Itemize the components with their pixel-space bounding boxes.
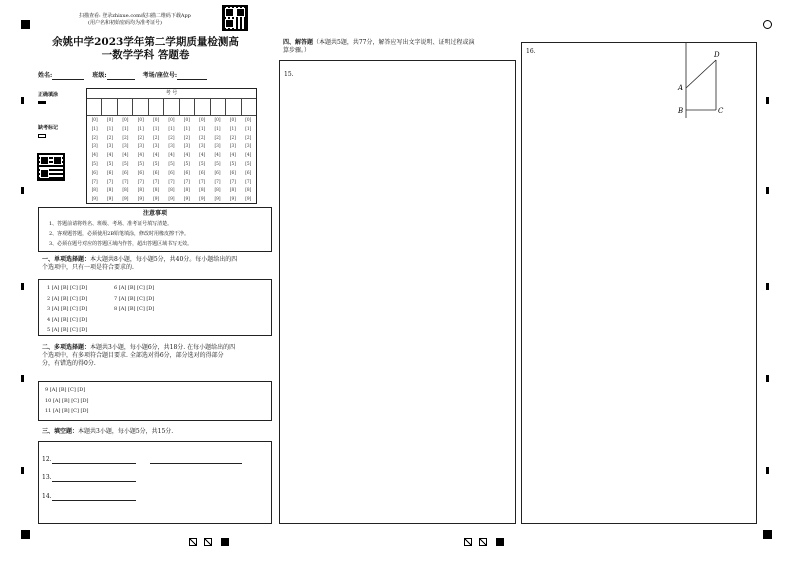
exam-id-digit[interactable]: [5] (137, 161, 144, 167)
figure-label-C: C (718, 107, 724, 115)
timing-mark (766, 187, 769, 194)
exam-id-digit[interactable]: [0] (91, 118, 98, 123)
exam-id-digit[interactable]: [0] (183, 118, 190, 123)
exam-id-digit[interactable]: [7] (122, 179, 129, 185)
corner-mark-top-left (21, 20, 30, 29)
exam-id-digit[interactable]: [0] (106, 118, 114, 123)
q13-answer-line[interactable] (52, 473, 136, 482)
section4-desc1: （本题共5题，共77分，解答应写出文字说明、证明过程或演 (313, 39, 475, 46)
exam-id-digit[interactable]: [2] (106, 135, 114, 141)
exam-id-digit[interactable]: [3] (91, 144, 98, 150)
exam-id-column[interactable] (133, 117, 148, 205)
exam-id-digit[interactable]: [1] (183, 126, 190, 132)
title-line-2: 一数学学科 答题卷 (101, 49, 190, 61)
q12-answer-line-2[interactable] (150, 455, 242, 464)
figure-label-A: A (678, 84, 684, 92)
exam-id-digit[interactable]: [2] (245, 135, 252, 141)
exam-id-digit[interactable]: [7] (153, 179, 160, 185)
exam-id-column[interactable] (210, 117, 225, 205)
exam-id-digit[interactable]: [0] (153, 118, 160, 123)
exam-id-digit[interactable]: [3] (153, 144, 160, 150)
absent-mark-label: 缺考标记 (38, 125, 59, 131)
exam-id-digit[interactable]: [5] (199, 161, 206, 167)
exam-id-digit[interactable]: [9] (229, 197, 236, 203)
exam-id-digit[interactable]: [9] (122, 197, 129, 203)
page-marks-left (189, 531, 229, 550)
exam-id-digit[interactable]: [6] (122, 170, 129, 176)
exam-id-digit[interactable]: [8] (199, 188, 206, 194)
timing-mark (766, 283, 769, 290)
section3-answer-box (38, 441, 272, 524)
exam-id-digit[interactable]: [4] (183, 153, 190, 159)
exam-id-digit[interactable]: [7] (91, 179, 98, 185)
section1-desc2: 个选项中，只有一项是符合要求的. (42, 264, 134, 271)
class-field[interactable] (107, 71, 135, 80)
exam-id-digit[interactable]: [0] (122, 118, 129, 123)
exam-id-digit[interactable]: [1] (199, 126, 206, 132)
q14-answer-line[interactable] (52, 492, 136, 501)
exam-id-digit[interactable]: [5] (91, 161, 98, 167)
section3-desc: 本题共3小题，每小题5分，共15分. (78, 428, 174, 435)
exam-id-digit[interactable]: [9] (245, 197, 252, 203)
exam-id-digit[interactable]: [1] (214, 126, 221, 132)
exam-id-column[interactable] (87, 117, 102, 205)
exam-id-digit[interactable]: [0] (137, 118, 144, 123)
exam-id-digit[interactable]: [7] (183, 179, 190, 185)
exam-id-digit[interactable]: [7] (137, 179, 144, 185)
exam-id-digit[interactable]: [0] (199, 118, 206, 123)
exam-id-digit[interactable]: [8] (122, 188, 129, 194)
exam-id-digit[interactable]: [6] (153, 170, 160, 176)
exam-id-digit[interactable]: [9] (214, 197, 221, 203)
notes-item: 2、客观题答题，必须使用2B铅笔填涂，修改时用橡皮擦干净。 (49, 231, 190, 237)
exam-id-column[interactable] (118, 117, 133, 205)
section1-description (42, 256, 274, 272)
q12-label: 12. (42, 456, 52, 463)
exam-id-digit[interactable]: [8] (214, 188, 221, 194)
exam-id-digit[interactable]: [4] (199, 153, 206, 159)
exam-id-digit[interactable]: [5] (122, 161, 129, 167)
exam-id-column[interactable] (102, 117, 117, 205)
exam-id-digit[interactable]: [2] (91, 135, 98, 141)
timing-mark (766, 97, 769, 104)
section1-heading: 一、单项选择题： (42, 256, 91, 263)
exam-id-digit[interactable]: [3] (183, 144, 190, 150)
exam-id-digit[interactable]: [8] (91, 188, 98, 194)
choice-row[interactable]: 6 [A] [B] [C] [D] (114, 285, 155, 291)
qr-code-top (222, 5, 248, 31)
section1-answer-box (38, 279, 272, 336)
section4-heading: 四、解答题 (283, 39, 314, 46)
exam-id-digit[interactable]: [8] (245, 188, 252, 194)
page-title (38, 36, 253, 62)
section1-col1 (47, 283, 87, 336)
corner-mark-bottom-left (21, 530, 30, 539)
exam-id-digit[interactable]: [4] (229, 153, 236, 159)
exam-id-column[interactable] (179, 117, 194, 205)
seat-label: 考场/座位号: (142, 72, 178, 79)
exam-id-digit[interactable]: [6] (106, 170, 114, 176)
exam-id-digit[interactable]: [1] (106, 126, 114, 132)
q16-figure (670, 40, 730, 120)
exam-id-digit[interactable]: [3] (137, 144, 144, 150)
exam-id-digit[interactable]: [9] (183, 197, 190, 203)
class-label: 班级: (92, 72, 107, 79)
exam-id-digit[interactable]: [2] (168, 135, 175, 141)
title-line-1: 余姚中学2023学年第二学期质量检测高 (52, 36, 239, 48)
exam-id-digit[interactable]: [4] (137, 153, 144, 159)
exam-id-digit[interactable]: [4] (122, 153, 129, 159)
exam-id-digit[interactable]: [1] (168, 126, 175, 132)
exam-id-digit[interactable]: [9] (106, 197, 114, 203)
exam-id-digit[interactable]: [0] (168, 118, 175, 123)
correct-fill-sample (38, 101, 46, 104)
exam-id-digit[interactable]: [9] (91, 197, 98, 203)
exam-id-digit[interactable]: [6] (183, 170, 190, 176)
exam-id-digit[interactable]: [6] (168, 170, 175, 176)
q13-label: 13. (42, 474, 52, 481)
exam-id-digit[interactable]: [1] (245, 126, 252, 132)
figure-label-B: B (678, 107, 684, 115)
exam-id-digit[interactable]: [9] (199, 197, 206, 203)
exam-id-digit[interactable]: [9] (137, 197, 144, 203)
fill-blank-12 (42, 455, 242, 464)
exam-id-digit[interactable]: [3] (168, 144, 175, 150)
section2-rows (45, 385, 88, 417)
fill-blank-13 (42, 473, 136, 482)
section2-description (42, 344, 274, 368)
choice-row[interactable]: 10 [A] [B] [C] [D] (45, 397, 89, 404)
exam-id-digit[interactable]: [4] (106, 153, 114, 159)
section2-heading: 二、多项选择题： (42, 344, 91, 351)
exam-id-digit[interactable]: [0] (245, 118, 252, 123)
name-label: 姓名: (38, 72, 53, 79)
exam-id-digit[interactable]: [7] (214, 179, 221, 185)
exam-id-digit[interactable]: [2] (229, 135, 236, 141)
exam-id-digit[interactable]: [8] (137, 188, 144, 194)
timing-mark (763, 20, 772, 29)
exam-id-digit[interactable]: [1] (153, 126, 160, 132)
exam-id-digit[interactable]: [2] (214, 135, 221, 141)
timing-mark (766, 375, 769, 382)
choice-row[interactable]: 4 [A] [B] [C] [D] (47, 316, 88, 323)
section1-desc1: 本大题共8小题，每小题5分，共40分。每小题给出的四 (90, 256, 238, 263)
exam-id-digit[interactable]: [1] (137, 126, 144, 132)
exam-id-digit[interactable]: [6] (214, 170, 221, 176)
q12-answer-line[interactable] (52, 455, 136, 464)
choice-row[interactable]: 3 [A] [B] [C] [D] (47, 306, 88, 312)
exam-id-digit[interactable]: [5] (106, 161, 114, 167)
exam-id-digit[interactable]: [6] (137, 170, 144, 176)
exam-id-digit[interactable]: [9] (168, 197, 175, 203)
choice-row[interactable]: 9 [A] [B] [C] [D] (45, 387, 86, 393)
timing-mark (21, 283, 24, 290)
correct-fill-label: 正确填涂 (38, 92, 59, 98)
name-field[interactable] (52, 71, 84, 80)
section1-col2 (114, 283, 154, 315)
exam-id-digit[interactable]: [4] (91, 153, 98, 159)
exam-id-digit[interactable]: [5] (183, 161, 190, 167)
exam-id-header: 考 号 (87, 89, 256, 99)
exam-id-digit[interactable]: [5] (245, 161, 252, 167)
section2-desc1: 本题共3小题，每小题6分，共18分. 在每小题给出的四 (90, 344, 236, 351)
student-info (38, 71, 278, 80)
exam-id-digit[interactable]: [6] (245, 170, 252, 176)
timing-mark (21, 375, 24, 382)
notes-item: 1、答题前请将姓名、班级、考场、准考证号填写清楚。 (49, 221, 173, 227)
exam-id-digit[interactable]: [3] (199, 144, 206, 150)
exam-id-digit[interactable]: [2] (199, 135, 206, 141)
notes-box (38, 207, 272, 252)
exam-id-digit[interactable]: [6] (91, 170, 98, 176)
exam-id-digit[interactable]: [7] (168, 179, 175, 185)
exam-id-digit[interactable]: [1] (122, 126, 129, 132)
exam-id-digit[interactable]: [9] (153, 197, 160, 203)
timing-mark (21, 467, 24, 474)
q15-answer-area[interactable] (279, 60, 516, 524)
exam-id-digit[interactable]: [8] (106, 188, 114, 194)
exam-id-digit[interactable]: [5] (153, 161, 160, 167)
qr-code-student (37, 153, 65, 181)
figure-segment-AD (686, 60, 716, 88)
exam-id-digit[interactable]: [1] (229, 126, 236, 132)
choice-row[interactable]: 2 [A] [B] [C] [D] (47, 295, 88, 302)
exam-id-digit[interactable]: [4] (214, 153, 221, 159)
exam-id-digit[interactable]: [4] (153, 153, 160, 159)
exam-id-digit[interactable]: [2] (153, 135, 160, 141)
section3-description (42, 428, 274, 436)
choice-row[interactable]: 1 [A] [B] [C] [D] (47, 285, 88, 291)
exam-id-digit[interactable]: [0] (229, 118, 236, 123)
absent-mark-box[interactable] (38, 134, 46, 138)
exam-id-grid (86, 88, 257, 204)
choice-row[interactable]: 8 [A] [B] [C] [D] (114, 306, 155, 312)
exam-id-digit[interactable]: [7] (199, 179, 206, 185)
exam-id-digit[interactable]: [5] (229, 161, 236, 167)
exam-id-digit[interactable]: [3] (214, 144, 221, 150)
section4-description (283, 39, 515, 55)
exam-id-digit[interactable]: [3] (122, 144, 129, 150)
exam-id-digit[interactable]: [2] (183, 135, 190, 141)
section4-desc2: 算步骤。） (283, 47, 311, 54)
exam-id-digit[interactable]: [5] (214, 161, 221, 167)
exam-id-digit[interactable]: [4] (168, 153, 175, 159)
section2-answer-box (38, 381, 272, 421)
choice-row[interactable]: 7 [A] [B] [C] [D] (114, 295, 155, 302)
exam-id-digit[interactable]: [8] (153, 188, 160, 194)
exam-id-column[interactable] (225, 117, 240, 205)
exam-id-digit[interactable]: [2] (122, 135, 129, 141)
fill-blank-14 (42, 492, 136, 501)
corner-mark-bottom-right (763, 530, 772, 539)
exam-id-digit[interactable]: [7] (229, 179, 236, 185)
exam-id-digit[interactable]: [7] (106, 179, 114, 185)
scan-notice-line1: 扫描查看: 登录zhixue.com或扫描二维码下载App (79, 13, 191, 19)
exam-id-column[interactable] (195, 117, 210, 205)
exam-id-digit[interactable]: [6] (229, 170, 236, 176)
page-marks-right (464, 531, 504, 550)
scan-notice-line2: (用户名和初始密码均为准考证号) (88, 20, 162, 26)
exam-id-digit[interactable]: [6] (199, 170, 206, 176)
notes-title: 注意事项 (142, 210, 167, 217)
exam-id-digit[interactable]: [3] (245, 144, 252, 150)
q16-label: 16. (526, 48, 536, 55)
section3-heading: 三、填空题： (42, 428, 79, 435)
exam-id-digit[interactable]: [8] (183, 188, 190, 194)
q14-label: 14. (42, 493, 52, 500)
timing-mark (21, 97, 24, 104)
exam-id-digit[interactable]: [7] (245, 179, 252, 185)
exam-id-column[interactable] (164, 117, 179, 205)
section2-desc2: 个选项中，有多项符合题目要求. 全部选对得6分，部分选对的得部分 (42, 352, 224, 359)
q15-label: 15. (284, 71, 294, 78)
exam-id-columns (87, 99, 256, 116)
exam-id-digit[interactable]: [2] (137, 135, 144, 141)
exam-id-bubbles[interactable] (87, 116, 256, 205)
exam-id-digit[interactable]: [0] (214, 118, 221, 123)
exam-id-column[interactable] (241, 117, 256, 205)
exam-id-digit[interactable]: [8] (229, 188, 236, 194)
exam-id-digit[interactable]: [3] (106, 144, 114, 150)
choice-row[interactable]: 11 [A] [B] [C] [D] (45, 408, 89, 414)
choice-row[interactable]: 5 [A] [B] [C] [D] (47, 327, 88, 333)
exam-id-digit[interactable]: [8] (168, 188, 175, 194)
exam-id-digit[interactable]: [1] (91, 126, 98, 132)
exam-id-digit[interactable]: [5] (168, 161, 175, 167)
timing-mark (766, 467, 769, 474)
exam-id-digit[interactable]: [4] (245, 153, 252, 159)
timing-mark (21, 187, 24, 194)
notes-item: 3、必须在题号对应的答题区域内作答，超出答题区域书写无效。 (49, 241, 193, 247)
exam-id-digit[interactable]: [3] (229, 144, 236, 150)
seat-field[interactable] (177, 71, 207, 80)
exam-id-column[interactable] (148, 117, 163, 205)
figure-label-D: D (714, 51, 720, 59)
section2-desc3: 分，有错选的得0分. (42, 360, 96, 367)
